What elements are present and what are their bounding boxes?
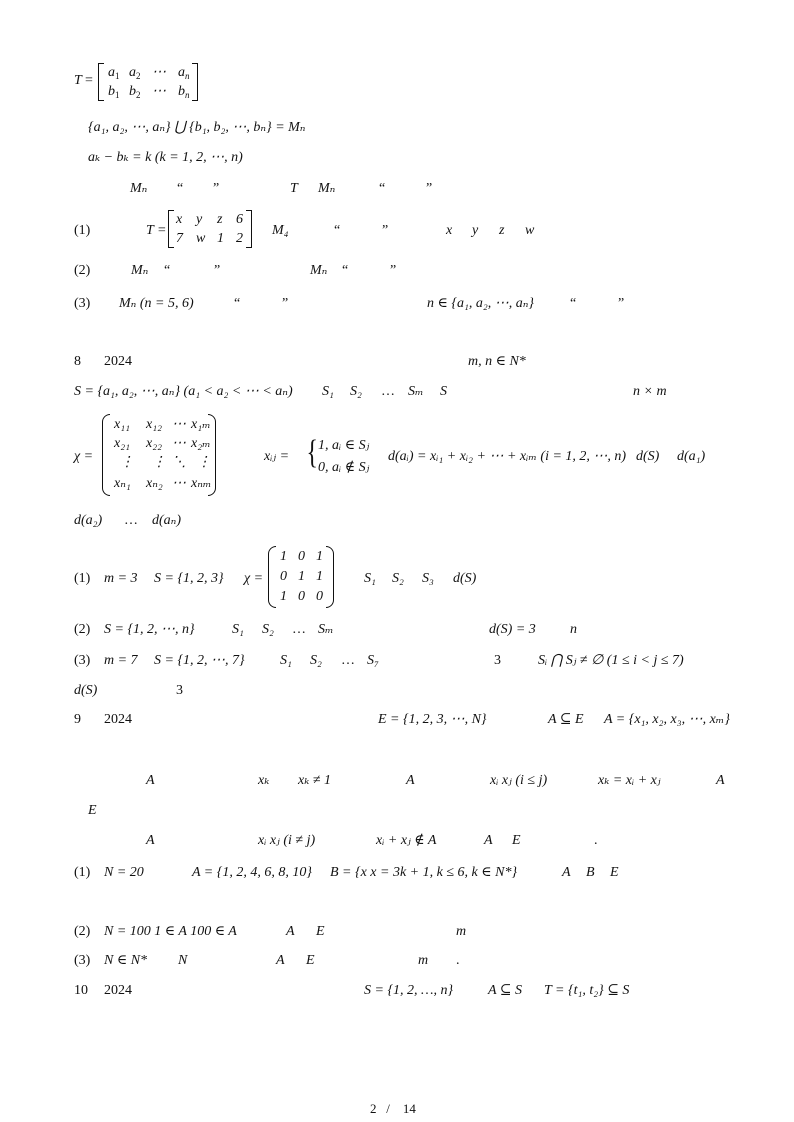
p10-year: 2024 (104, 983, 132, 998)
q2-q1: “ (164, 263, 171, 278)
q2-q2: ” (214, 263, 221, 278)
p8-year: 2024 (104, 354, 132, 369)
p8-q2-num: (2) (74, 622, 91, 637)
p8-dots: … (381, 384, 395, 399)
q1-M4: M₄ (272, 223, 289, 238)
m-a1: $a_1$ (108, 65, 120, 81)
p9-q3-E: E (306, 953, 315, 968)
def-T: T (290, 181, 298, 196)
p9-l2-xk1: xₖ ≠ 1 (298, 773, 332, 788)
p10-S: S = {1, 2, …, n} (364, 983, 454, 998)
m-b1: $b_1$ (108, 84, 120, 100)
da2: d(a₂) (74, 513, 103, 528)
p8-q1-S: S = {1, 2, 3} (154, 571, 224, 586)
p8-q1-m3: m = 3 (104, 571, 138, 586)
m-a2: $a_2$ (129, 65, 141, 81)
p8-q2-dS3: d(S) = 3 (489, 622, 536, 637)
q3-cond: n ∈ {a₁, a₂, ⋯, aₙ} (427, 296, 534, 311)
p9-A-set: A = {x₁, x₂, x₃, ⋯, xₘ} (604, 712, 730, 727)
xij-def: xᵢⱼ = (264, 449, 290, 464)
p8-S: S (440, 384, 447, 399)
page-number (370, 1102, 416, 1115)
p8-q3-dots: … (341, 653, 355, 668)
p9-q1-A2: A (562, 865, 571, 880)
p9-q3-m: m (418, 953, 429, 968)
p10-T: T = {t₁, t₂} ⊆ S (544, 983, 630, 998)
p9-q3-num: (3) (74, 953, 91, 968)
p9-q1-B: B = {x x = 3k + 1, k ≤ 6, k ∈ N*} (330, 865, 518, 880)
p8-q1-num: (1) (74, 571, 91, 586)
p8-q3c-dS: d(S) (74, 683, 98, 698)
def-q1: “ (177, 181, 184, 196)
p9-num: 9 (74, 712, 81, 727)
m-dots2: ⋯ (152, 84, 166, 99)
q3-q4: ” (618, 296, 625, 311)
def-q4: ” (426, 181, 433, 196)
p9-l2-A: A (146, 773, 155, 788)
p9-q1-N20: N = 20 (104, 865, 144, 880)
q1-num: (1) (74, 223, 91, 238)
page-total: 14 (402, 1101, 416, 1116)
union-equation: {a₁, a₂, ⋯, aₙ} ⋃ {b₁, b₂, ⋯, bₙ} = Mₙ (88, 120, 306, 135)
p8-Sm: Sₘ (408, 384, 424, 399)
page-slash: / (386, 1101, 390, 1116)
p9-A-sub: A ⊆ E (548, 712, 584, 727)
var-x: x (446, 223, 453, 238)
q2-q4: ” (390, 263, 397, 278)
p8-q1-matrix: 1 0 1 0 1 1 1 0 0 (268, 546, 334, 608)
p8-q3-cap: Sᵢ ⋂ Sⱼ ≠ ∅ (1 ≤ i < j ≤ 7) (538, 653, 684, 668)
p9-q2-A: A (286, 924, 295, 939)
chi-eq: χ = (74, 449, 94, 464)
def-q2: ” (213, 181, 220, 196)
p10-num: 10 (74, 983, 88, 998)
p9-E: E = {1, 2, 3, ⋯, N} (378, 712, 487, 727)
p9-q3-dot: . (456, 953, 460, 968)
q3-num: (3) (74, 296, 91, 311)
var-w: w (525, 223, 535, 238)
p8-q2-S2: S₂ (262, 622, 274, 637)
matrix-q1: x y z 6 7 w 1 2 (168, 210, 252, 248)
p9-q2-E: E (316, 924, 325, 939)
p8-S2: S₂ (350, 384, 362, 399)
p8-q1-dS: d(S) (453, 571, 477, 586)
q1-quote-close: ” (382, 223, 389, 238)
p8-q3c-three: 3 (176, 683, 183, 698)
p8-q1-chi: χ = (244, 571, 264, 586)
chi-matrix: x₁₁ x₁₂ ⋯ x₁ₘ x₂₁ x₂₂ ⋯ x₂ₘ ⋮ ⋮ ⋱ ⋮ xₙ₁ xₙ₂ ⋯ xₙₘ (102, 414, 216, 496)
da1: d(a₁) (677, 449, 706, 464)
p8-q3-S7: S₇ (367, 653, 379, 668)
p9-l4-xixj: xᵢ xⱼ (i ≠ j) (258, 833, 316, 848)
difference-equation: aₖ − bₖ = k (k = 1, 2, ⋯, n) (88, 150, 243, 165)
p9-l4-A2: A (484, 833, 493, 848)
dS: d(S) (636, 449, 660, 464)
p9-l3-E: E (88, 803, 97, 818)
def-q3: “ (379, 181, 386, 196)
curly-brace: { (306, 434, 318, 471)
p9-q3-N2: N (178, 953, 188, 968)
case1: 1, aᵢ ∈ Sⱼ (318, 438, 370, 453)
q1-quote-open: “ (334, 223, 341, 238)
p9-q1-num: (1) (74, 865, 91, 880)
p9-l2-xk: xₖ (258, 773, 270, 788)
p9-l4-notin: xᵢ + xⱼ ∉ A (376, 833, 437, 848)
p8-q2-dots: … (292, 622, 306, 637)
dan: d(aₙ) (152, 513, 181, 528)
def-Mn: Mₙ (130, 181, 148, 196)
p9-l2-A2: A (406, 773, 415, 788)
q2-q3: “ (342, 263, 349, 278)
p8-q2-n: n (570, 622, 577, 637)
p9-q2-m: m (456, 924, 467, 939)
p9-l2-sum: xₖ = xᵢ + xⱼ (598, 773, 661, 788)
p8-q3-S1: S₁ (280, 653, 292, 668)
p9-q1-E: E (610, 865, 619, 880)
p8-q2-S1: S₁ (232, 622, 244, 637)
m-bn: $b_n$ (178, 84, 190, 100)
p8-q1-S1: S₁ (364, 571, 376, 586)
p9-l2-A3: A (716, 773, 725, 788)
matrix-T (98, 63, 198, 101)
p9-q3-N: N ∈ N* (104, 953, 148, 968)
T-label: T = (74, 73, 93, 88)
p8-nxm: n × m (633, 384, 667, 399)
p8-q3-three: 3 (494, 653, 501, 668)
p8-q3-num: (3) (74, 653, 91, 668)
q2-Mn: Mₙ (131, 263, 149, 278)
p8-cond: m, n ∈ N* (468, 354, 526, 369)
p8-q3-S: S = {1, 2, ⋯, 7} (154, 653, 245, 668)
p10-A: A ⊆ S (488, 983, 523, 998)
p9-q1-B2: B (586, 865, 595, 880)
def-Mn2: Mₙ (318, 181, 336, 196)
q3-Mn: Mₙ (n = 5, 6) (119, 296, 194, 311)
q3-q2: ” (282, 296, 289, 311)
p9-q1-A: A = {1, 2, 4, 6, 8, 10} (192, 865, 312, 880)
p8-num: 8 (74, 354, 81, 369)
q3-q1: “ (234, 296, 241, 311)
q2-Mn2: Mₙ (310, 263, 328, 278)
var-y: y (472, 223, 479, 238)
q1-T-eq: T = (146, 223, 167, 238)
p9-q2-num: (2) (74, 924, 91, 939)
m-dots1: ⋯ (152, 65, 166, 80)
p8-set: S = {a₁, a₂, ⋯, aₙ} (a₁ < a₂ < ⋯ < aₙ) (74, 384, 293, 399)
p8-q2-S: S = {1, 2, ⋯, n} (104, 622, 195, 637)
p9-l4-dot: . (594, 833, 598, 848)
p9-l2-xixj: xᵢ xⱼ (i ≤ j) (490, 773, 548, 788)
p8-q2-Sm: Sₘ (318, 622, 334, 637)
q3-q3: “ (570, 296, 577, 311)
page-current: 2 (370, 1101, 377, 1116)
p8-q1-S2: S₂ (392, 571, 404, 586)
m-an: $a_n$ (178, 65, 190, 81)
q2-num: (2) (74, 263, 91, 278)
p9-year: 2024 (104, 712, 132, 727)
p9-q3-A: A (276, 953, 285, 968)
p8-q1-S3: S₃ (422, 571, 434, 586)
case2: 0, aᵢ ∉ Sⱼ (318, 460, 370, 475)
var-z: z (499, 223, 505, 238)
p8-q3-S2: S₂ (310, 653, 322, 668)
p8-S1: S₁ (322, 384, 334, 399)
p9-q2-cond: N = 100 1 ∈ A 100 ∈ A (104, 924, 237, 939)
p9-l4-E: E (512, 833, 521, 848)
p8-q3-m7: m = 7 (104, 653, 138, 668)
d-def: d(aᵢ) = xᵢ₁ + xᵢ₂ + ⋯ + xᵢₘ (i = 1, 2, ⋯, n) (388, 449, 627, 464)
m-b2: $b_2$ (129, 84, 141, 100)
cont-dots: … (124, 513, 138, 528)
p9-l4-A: A (146, 833, 155, 848)
